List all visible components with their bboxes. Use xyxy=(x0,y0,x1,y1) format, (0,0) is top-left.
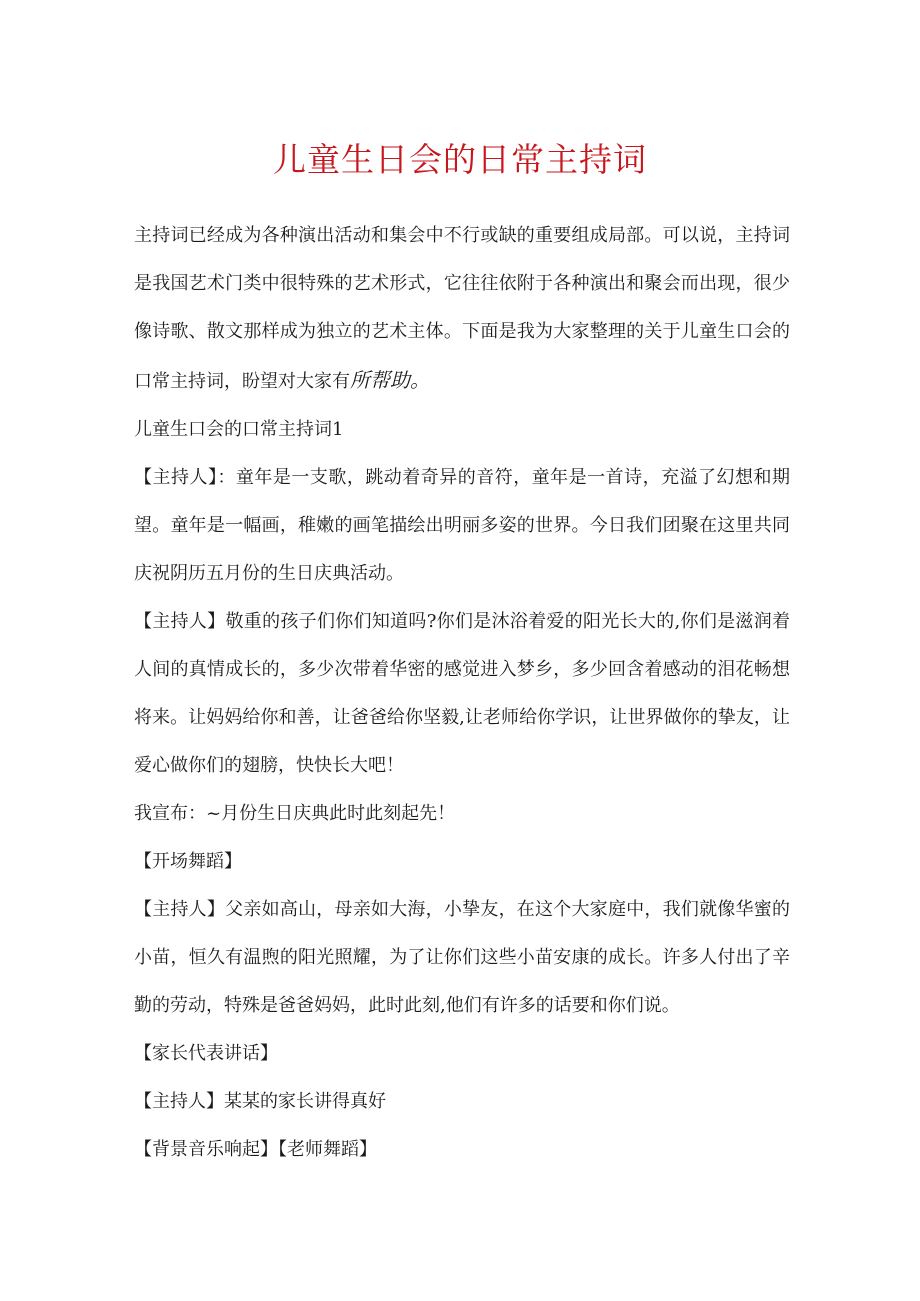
intro-text: 主持词已经成为各种演出活动和集会中不行或缺的重要组成局部。可以说，主持词是我国艺术门类中很特殊的艺术形式，它往往依附于各种演出和聚会而出现，很少像诗歌、散文那样成为独立的艺术主体。下面是我为大家整理的关于儿童生口会的口常主持词，盼望对大家有 xyxy=(134,225,790,392)
document-body xyxy=(134,212,790,1174)
host-paragraph-1: 【主持人】：童年是一支歌，跳动着奇异的音符，童年是一首诗，充溢了幻想和期望。童年是一幅画，稚嫩的画笔描绘出明丽多姿的世界。今日我们团聚在这里共同庆祝阴历五月份的生日庆典活动。 xyxy=(134,467,790,584)
host-paragraph-4: 【主持人】某某的家长讲得真好 xyxy=(134,1091,386,1112)
host-paragraph-2: 【主持人】敬重的孩子们你们知道吗?你们是沐浴着爱的阳光长大的,你们是滋润着人间的真情成长的，多少次带着华密的感觉进入梦乡，多少回含着感动的泪花畅想将来。让妈妈给你和善，让爸爸给你坚毅,让老师给你学识，让世界做你的挚友，让爱心做你们的翅膀，快快长大吧！ xyxy=(134,611,790,776)
stage-direction-music-dance: 【背景音乐响起】【老师舞蹈】 xyxy=(134,1139,377,1160)
stage-direction-opening-dance: 【开场舞蹈】 xyxy=(134,851,242,872)
announcement-paragraph: 我宣布：~月份生日庆典此时此刻起先！ xyxy=(134,803,456,824)
intro-paragraph xyxy=(134,212,790,406)
stage-direction-parent-speech: 【家长代表讲话】 xyxy=(134,1043,278,1064)
document-title: 儿童生日会的日常主持词 xyxy=(273,140,647,179)
intro-tail: 所帮助。 xyxy=(350,368,430,392)
section-heading: 儿童生口会的口常主持词1 xyxy=(134,419,344,440)
host-paragraph-3: 【主持人】父亲如高山，母亲如大海，小挚友，在这个大家庭中，我们就像华蜜的小苗，恒久有温煦的阳光照耀，为了让你们这些小苗安康的成长。许多人付出了辛勤的劳动，特殊是爸爸妈妈，此时此刻,他们有许多的话要和你们说。 xyxy=(134,899,790,1016)
